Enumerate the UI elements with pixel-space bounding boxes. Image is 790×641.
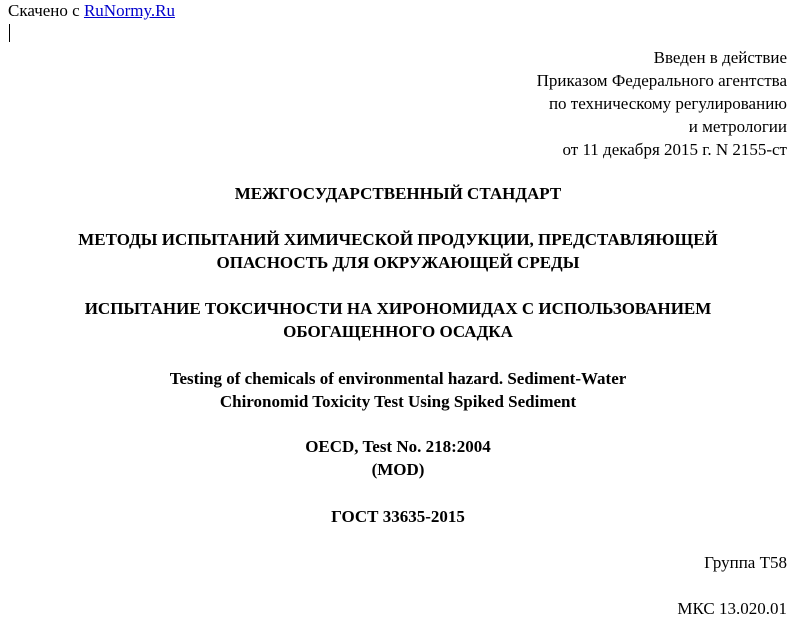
enactment-block <box>537 46 787 161</box>
group-code: Группа Т58 <box>704 553 787 572</box>
mks-code: МКС 13.020.01 <box>677 599 787 618</box>
gost-number-text: ГОСТ 33635-2015 <box>331 507 465 526</box>
test-title-heading <box>0 297 790 343</box>
oecd-reference-heading <box>0 435 790 481</box>
standard-type-heading <box>0 182 790 205</box>
test-title-line: ОБОГАЩЕННОГО ОСАДКА <box>283 322 513 341</box>
text-cursor <box>9 24 10 42</box>
source-prefix: Скачено с <box>8 1 80 20</box>
english-title-heading <box>0 367 790 413</box>
english-title-line: Testing of chemicals of environmental hazard. Sediment-Water <box>169 369 627 388</box>
oecd-reference-line: OECD, Test No. 218:2004 <box>305 437 491 456</box>
gost-number-heading <box>0 505 790 528</box>
english-title-line: Chironomid Toxicity Test Using Spiked Sediment <box>219 392 577 411</box>
oecd-modification-line: (MOD) <box>371 460 425 479</box>
test-title-line: ИСПЫТАНИЕ ТОКСИЧНОСТИ НА ХИРОНОМИДАХ С ИСПОЛЬЗОВАНИЕМ <box>84 299 712 318</box>
enactment-line: Введен в действие <box>653 48 787 67</box>
enactment-line: от 11 декабря 2015 г. N 2155-ст <box>562 140 787 159</box>
methods-line: ОПАСНОСТЬ ДЛЯ ОКРУЖАЮЩЕЙ СРЕДЫ <box>216 253 580 272</box>
enactment-line: Приказом Федерального агентства <box>536 71 787 90</box>
methods-line: МЕТОДЫ ИСПЫТАНИЙ ХИМИЧЕСКОЙ ПРОДУКЦИИ, ПРЕДСТАВЛЯЮЩЕЙ <box>78 230 718 249</box>
runormy-link[interactable]: RuNormy.Ru <box>83 1 175 20</box>
methods-heading <box>0 228 790 274</box>
enactment-line: и метрологии <box>688 117 787 136</box>
source-line <box>8 1 175 21</box>
enactment-line: по техническому регулированию <box>548 94 787 113</box>
standard-type-text: МЕЖГОСУДАРСТВЕННЫЙ СТАНДАРТ <box>234 184 562 203</box>
